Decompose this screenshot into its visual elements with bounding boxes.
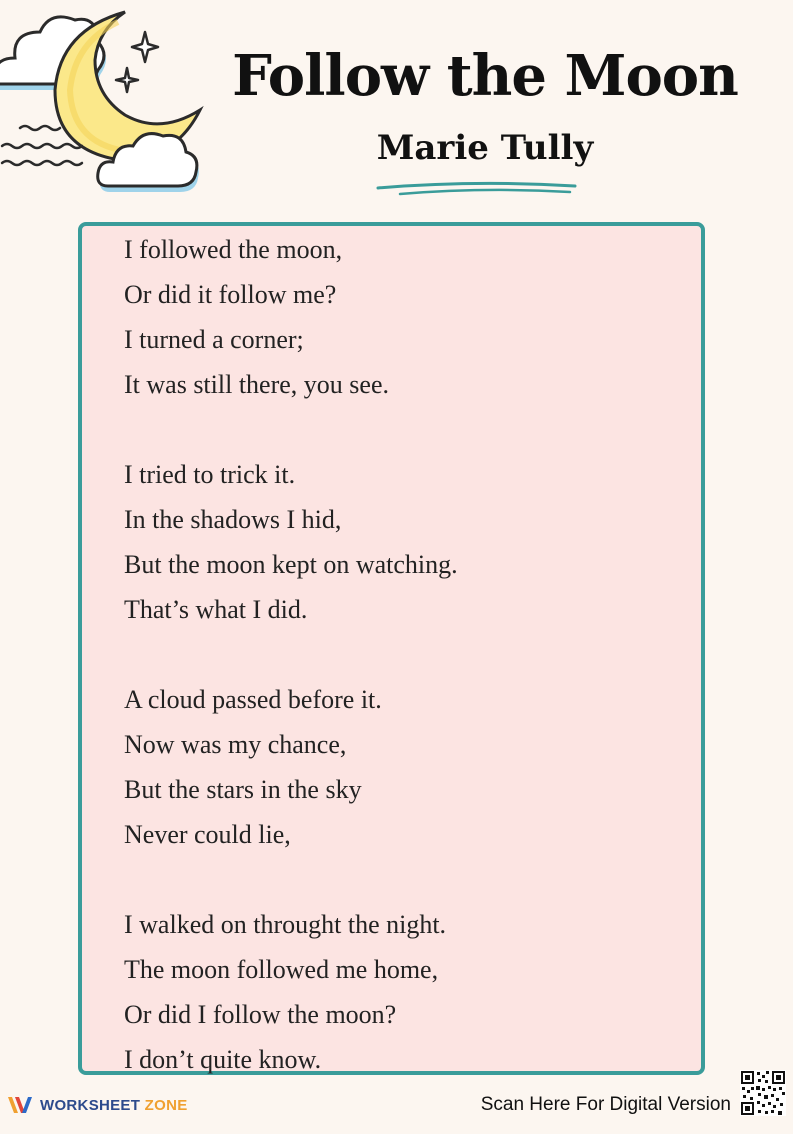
scan-instruction: Scan Here For Digital Version	[480, 1094, 731, 1115]
poem-line: It was still there, you see.	[124, 370, 389, 399]
poem-line: I don’t quite know.	[124, 1045, 322, 1074]
sparkle-icon	[116, 32, 158, 92]
worksheet-zone-logo-icon	[6, 1093, 34, 1117]
poem-line: In the shadows I hid,	[124, 505, 342, 534]
worksheet-zone-logo[interactable]	[6, 1092, 188, 1118]
stanza	[124, 234, 458, 414]
poem-line: Or did it follow me?	[124, 280, 337, 309]
poem-line: I tried to trick it.	[124, 460, 296, 489]
poem-line: But the moon kept on watching.	[124, 550, 458, 579]
poem-line: I turned a corner;	[124, 325, 304, 354]
poem-line: I followed the moon,	[124, 235, 343, 264]
poem-line: I walked on throught the night.	[124, 910, 447, 939]
title-underline-decoration	[375, 178, 580, 200]
poem-line: Or did I follow the moon?	[124, 1000, 397, 1029]
poem-line: Now was my chance,	[124, 730, 347, 759]
logo-word-worksheet: WORKSHEET	[40, 1096, 141, 1114]
author-name: Marie Tully	[376, 128, 594, 168]
poem-line: But the stars in the sky	[124, 775, 362, 804]
poem	[124, 234, 458, 1134]
page-title: Follow the Moon	[232, 43, 738, 109]
stanza	[124, 909, 458, 1089]
poem-line: That’s what I did.	[124, 595, 308, 624]
logo-word-zone: ZONE	[144, 1096, 188, 1114]
stanza	[124, 684, 458, 864]
poem-line: A cloud passed before it.	[124, 685, 382, 714]
logo-wordmark	[40, 1097, 188, 1114]
poem-line: The moon followed me home,	[124, 955, 439, 984]
poem-line: Never could lie,	[124, 820, 291, 849]
poem-box	[78, 222, 705, 1075]
qr-code-icon[interactable]	[740, 1070, 786, 1116]
stanza	[124, 459, 458, 639]
moon-clouds-illustration	[0, 0, 210, 200]
